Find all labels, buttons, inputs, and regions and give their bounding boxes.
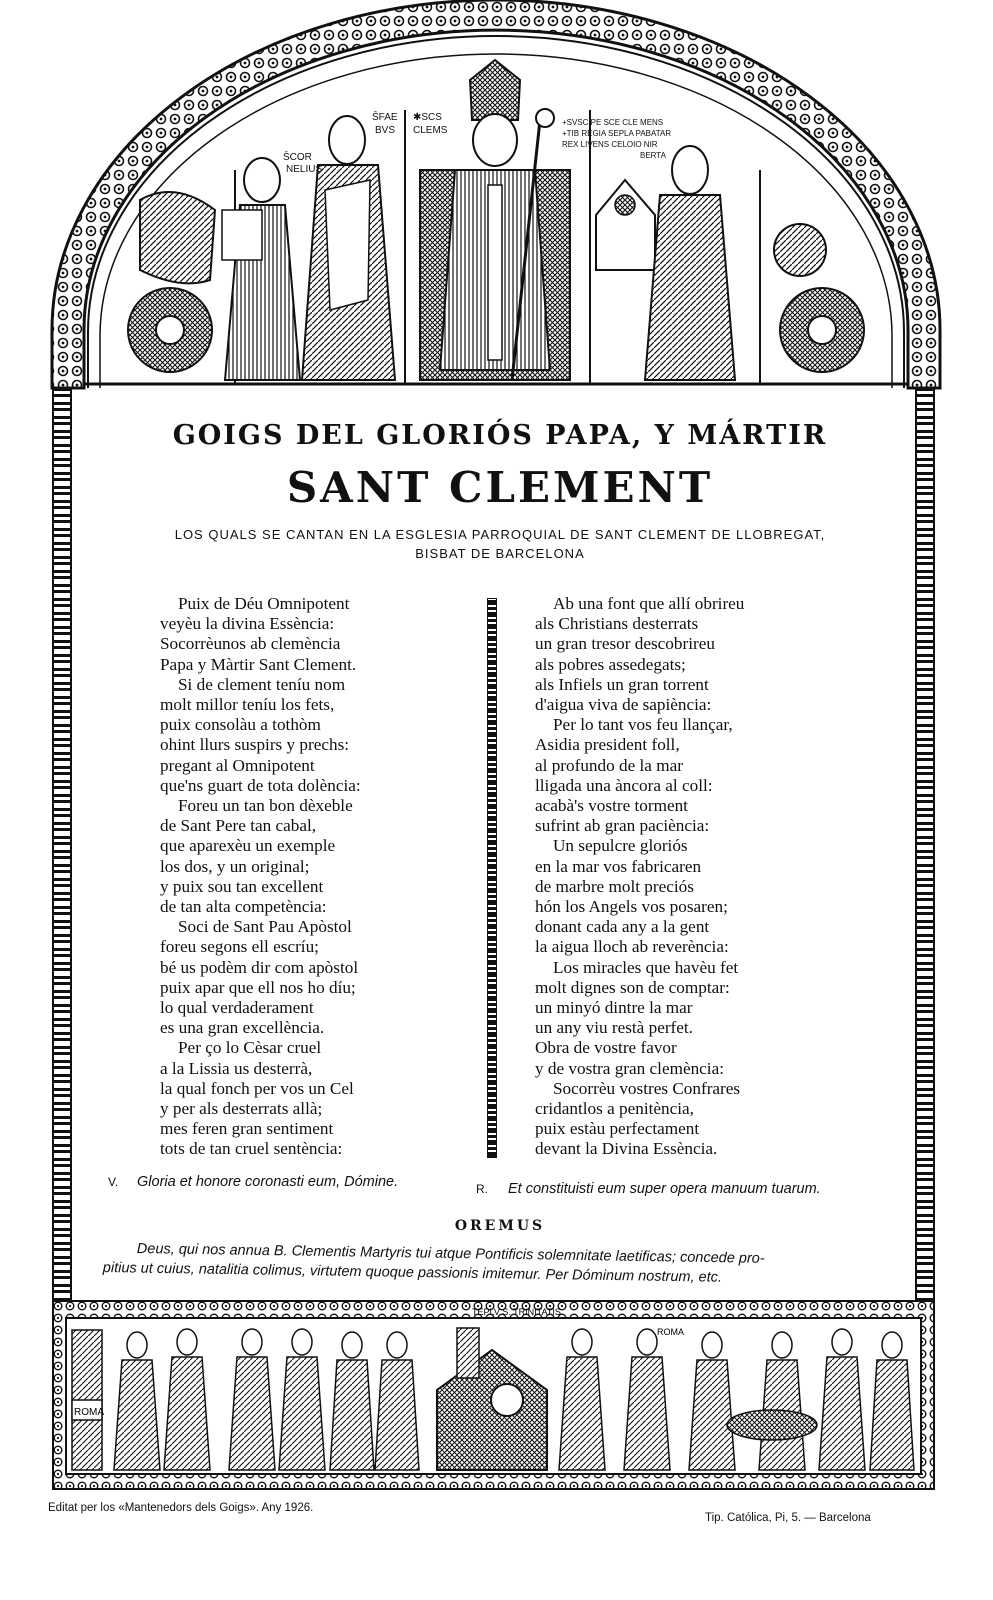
inscription-phoebus-2: BVS [375, 125, 396, 136]
verse-line: Socorrèu vostres Confrares [553, 1078, 741, 1098]
inscription-donor-4: BERTA [640, 151, 666, 160]
verse-line: cridantlos a penitència, [535, 1099, 694, 1119]
verse-line: de marbre molt preciós [535, 876, 694, 896]
verse-line: Si de clement teníu nom [178, 674, 346, 694]
verse-line: los dos, y un original; [160, 856, 310, 876]
verse-line: que'ns guart de tota dolència: [160, 775, 361, 795]
verse-line: Asidia president foll, [535, 735, 680, 755]
inscription-clement-1: ✱SCS [413, 112, 442, 123]
verse-line: lo qual verdaderament [160, 998, 314, 1018]
verse-line: Puix de Déu Omnipotent [178, 594, 350, 613]
verse-line: y puix sou tan excellent [160, 876, 324, 896]
verse-line: a la Lissia us desterrà, [160, 1058, 313, 1078]
inscription-phoebus-1: S̄FAE [372, 112, 398, 123]
verse-line: molt millor teníu los fets, [160, 695, 335, 715]
rosette-left [128, 192, 215, 372]
versicle-mark: V. [108, 1175, 119, 1189]
subtitle-line: BISBAT DE BARCELONA [415, 546, 585, 561]
verse-line: y de vostra gran clemència: [535, 1058, 724, 1078]
verse-line: tots de tan cruel sentència: [160, 1139, 343, 1159]
oremus-prayer-line: pitius ut cuius, natalitia colimus, virtutem quoque passionis imitemur. Per Dóminum nostrum, etc. [102, 1260, 723, 1286]
verse-line: Soci de Sant Pau Apòstol [178, 917, 352, 937]
verse-line: y per als desterrats allà; [160, 1099, 323, 1119]
verse-line: la qual fonch per vos un Cel [160, 1078, 354, 1098]
verse-line: la aigua lloch ab reverència: [535, 937, 729, 957]
verse-line: pregant al Omnipotent [160, 755, 315, 775]
verse-line: Foreu un tan bon dèxeble [178, 796, 353, 816]
frieze-city-rome [72, 1330, 104, 1470]
versicle-text: Gloria et honore coronasti eum, Dómine. [137, 1174, 399, 1190]
verse-line: foreu segons ell escríu; [160, 937, 319, 957]
figure-donor-with-church [596, 146, 735, 380]
verse-line: al profundo de la mar [535, 755, 683, 775]
arch-illustration [0, 0, 993, 400]
verse-line: acabà's vostre torment [535, 796, 688, 816]
inscription-donor-1: +SVSCIPE SCE CLE MENS [562, 118, 664, 127]
verse-line: un any viu restà perfet. [535, 1018, 693, 1038]
verse-line: un minyó dintre la mar [535, 998, 693, 1018]
verse-line: donant cada any a la gent [535, 917, 710, 937]
verse-line: als Infiels un gran torrent [535, 674, 709, 694]
verse-line: mes feren gran sentiment [160, 1119, 334, 1139]
frieze-label-church: TEPLV S. TRINITATIS [472, 1307, 561, 1317]
verse-line: es una gran excellència. [160, 1018, 325, 1038]
left-ornamental-border [52, 388, 72, 1323]
rosette-right [774, 224, 864, 372]
verse-line: Per lo tant vos feu llançar, [553, 715, 733, 735]
bottom-frieze-illustration [52, 1300, 935, 1490]
inscription-clement-2: CLEMS [413, 125, 448, 136]
page-title: GOIGS DEL GLORIÓS PAPA, Y MÁRTIR [172, 420, 828, 451]
subtitle-line: LOS QUALS SE CANTAN EN LA ESGLESIA PARROQUIAL DE SANT CLEMENT DE LLOBREGAT, [174, 527, 826, 542]
figure-cornelius [222, 158, 300, 380]
verse-line: puix apar que ell nos ho díu; [160, 977, 356, 997]
verse-line: Ab una font que allí obrireu [553, 594, 745, 613]
right-ornamental-border [915, 388, 935, 1323]
saint-name: SANT CLEMENT [286, 463, 714, 512]
figure-clement-enthroned [420, 60, 570, 380]
inscription-donor-3: REX LIVENS CELOIO NIR [562, 140, 658, 149]
verse-column-left [160, 594, 460, 1160]
verse-line: Obra de vostre favor [535, 1038, 677, 1058]
verse-line: puix consolàu a tothòm [160, 715, 321, 735]
verse-line: als Christians desterrats [535, 614, 699, 634]
oremus-heading: OREMUS [454, 1218, 546, 1234]
verse-line: Los miracles que havèu fet [553, 957, 739, 977]
inscription-cornelius-1: S̄COR [283, 152, 312, 163]
verse-line: de Sant Pere tan cabal, [160, 816, 317, 836]
frieze-label-rome-right: ROMA [657, 1327, 684, 1337]
oremus-prayer-line: Deus, qui nos annua B. Clementis Martyris tui atque Pontificis solemnitate laetificas; concede pro- [136, 1241, 765, 1267]
verse-line: d'aigua viva de sapiència: [535, 695, 712, 715]
verse-line: en la mar vos fabricaren [535, 856, 702, 876]
inscription-cornelius-2: NELIUS [286, 164, 323, 175]
response-text: Et constituisti eum super opera manuum tuarum. [508, 1181, 821, 1197]
verse-line: lligada una àncora al coll: [535, 775, 713, 795]
verse-line: Un sepulcre gloriós [553, 836, 688, 856]
inscription-donor-2: +TIB REGIA SEPLA PABATAR [562, 129, 672, 138]
verse-line: Per ço lo Cèsar cruel [178, 1038, 322, 1058]
verse-line: hón los Angels vos posaren; [535, 897, 728, 917]
verse-line: molt dignes son de comptar: [535, 977, 730, 997]
verse-line: que aparexèu un exemple [160, 836, 336, 856]
verse-line: Socorrèunos ab clemència [160, 634, 341, 654]
verse-line: veyèu la divina Essència: [160, 614, 335, 634]
frieze-label-rome-left: ROMA [74, 1407, 104, 1418]
verse-line: puix estàu perfectament [535, 1119, 700, 1139]
verse-line: Papa y Màrtir Sant Clement. [160, 654, 357, 674]
verse-line: ohint llurs suspirs y prechs: [160, 735, 350, 755]
verse-line: bé us podèm dir com apòstol [160, 957, 359, 977]
figure-phoebus [302, 116, 395, 380]
verse-line: de tan alta competència: [160, 897, 327, 917]
verse-line: un gran tresor descobrireu [535, 634, 715, 654]
verse-line: sufrint ab gran paciència: [535, 816, 710, 836]
verse-line: als pobres assedegats; [535, 654, 686, 674]
response-mark: R. [476, 1182, 488, 1196]
footer-publisher: Editat per los «Mantenedors dels Goigs». Any 1926. [48, 1502, 314, 1514]
footer-printer: Tip. Católica, Pi, 5. — Barcelona [705, 1512, 871, 1524]
verse-column-right [535, 594, 835, 1160]
column-divider [487, 598, 497, 1158]
verse-line: devant la Divina Essència. [535, 1139, 718, 1159]
